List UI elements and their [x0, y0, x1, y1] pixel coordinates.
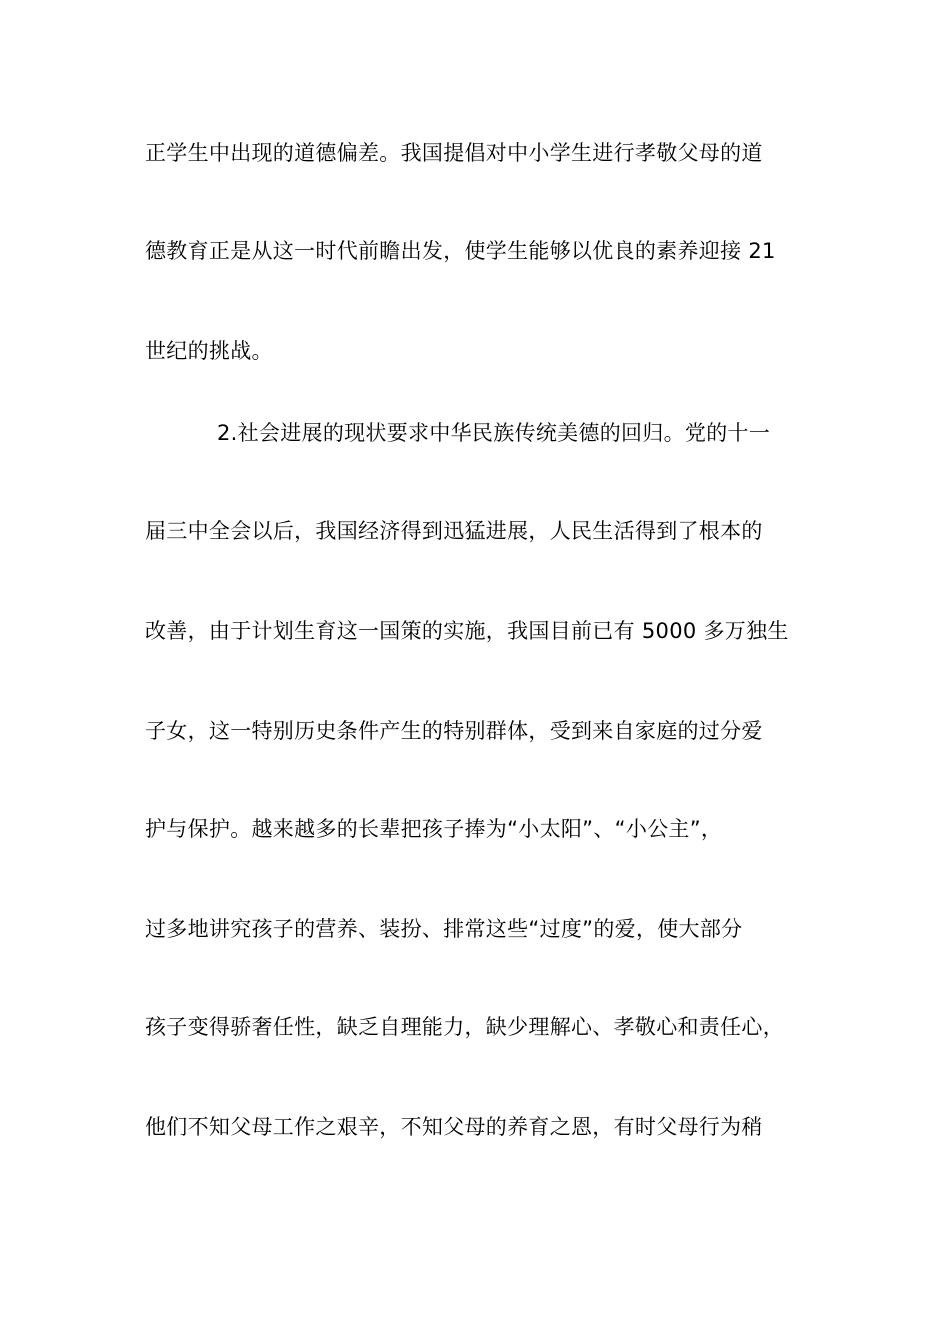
paragraph-line: 他们不知父母工作之艰辛，不知父母的养育之恩，有时父母行为稍: [145, 1115, 763, 1139]
paragraph-line: 正学生中出现的道德偏差。我国提倡对中小学生进行孝敬父母的道: [145, 141, 763, 165]
paragraph-line: 子女，这一特别历史条件产生的特别群体，受到来自家庭的过分爱: [145, 719, 763, 743]
paragraph-line: 世纪的挑战。: [145, 339, 273, 363]
paragraph-line: 护与保护。越来越多的长辈把孩子捧为“小太阳”、“小公主”，: [145, 817, 723, 841]
paragraph-line: 改善，由于计划生育这一国策的实施，我国目前已有 5000 多万独生: [145, 619, 789, 643]
paragraph-first-line: 2.社会进展的现状要求中华民族传统美德的回归。党的十一: [217, 421, 771, 445]
paragraph-line: 德教育正是从这一时代前瞻出发，使学生能够以优良的素养迎接 21: [145, 239, 776, 263]
paragraph-line: 过多地讲究孩子的营养、装扮、排常这些“过度”的爱，使大部分: [145, 917, 743, 941]
paragraph-line: 届三中全会以后，我国经济得到迅猛进展，人民生活得到了根本的: [145, 519, 763, 543]
paragraph-line: 孩子变得骄奢任性，缺乏自理能力，缺少理解心、孝敬心和责任心，: [145, 1015, 784, 1039]
